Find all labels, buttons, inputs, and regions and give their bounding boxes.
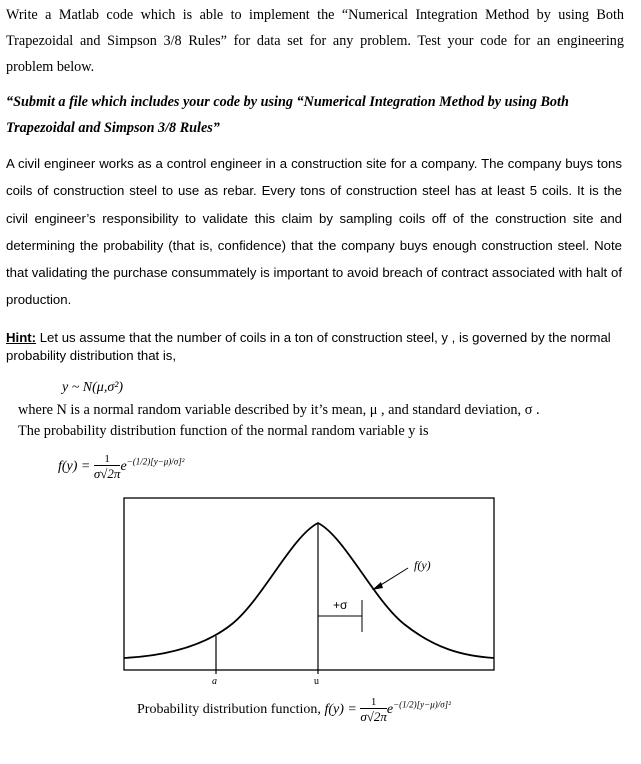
caption-lhs: f(y) = xyxy=(324,702,357,718)
intro-paragraph: Write a Matlab code which is able to implement the “Numerical Integration Method by using Both Trapezoidal and Simpson 3/8 Rules” for data set for any problem. Test your code for an engineering problem below. xyxy=(6,7,624,75)
pdf-formula xyxy=(58,453,184,481)
caption-fraction xyxy=(360,696,387,724)
figure-caption xyxy=(137,696,451,724)
sigma-label: +σ xyxy=(333,598,348,612)
caption-base: e xyxy=(386,702,394,718)
caption-exponent: −(1/2)[y−μ)/σ]² xyxy=(393,699,451,710)
formula-base: e xyxy=(120,459,127,475)
caption-numerator: 1 xyxy=(360,696,387,709)
formula-exponent: −(1/2)[y−μ)/σ]² xyxy=(126,456,185,467)
pdf-sentence: The probability distribution function of the normal random variable y is xyxy=(18,423,429,439)
caption-text: Probability distribution function, xyxy=(137,702,321,718)
problem-statement: A civil engineer works as a control engineer in a construction site for a company. The company buys tons coils of construction steel to use as rebar. Every tons of construction steel has at least 5 coils. It is the civil engineer’s responsibility to validate this claim by sampling coils off of the construction site and determining the probability (that is, confidence) that the company buys enough construction steel. Note that validating the purchase consummately is important to avoid breach of contract associated with halt of production. xyxy=(6,156,622,308)
caption-denominator: σ√2π xyxy=(360,709,387,724)
a-label: a xyxy=(212,676,217,686)
u-label: u xyxy=(314,676,319,686)
formula-denominator: σ√2π xyxy=(93,466,121,481)
arrow-head xyxy=(372,582,383,590)
figure-frame xyxy=(124,498,494,670)
bell-curve xyxy=(124,523,494,658)
formula-numerator: 1 xyxy=(94,453,121,466)
hint-text: Let us assume that the number of coils in a ton of construction steel, y , is governed by the normal probability distribution that is, xyxy=(6,330,611,363)
distribution-notation: y ~ N(μ,σ²) xyxy=(62,380,124,395)
hint-label: Hint: xyxy=(6,330,37,345)
where-sentence: where N is a normal random variable described by it’s mean, μ , and standard deviation, σ . xyxy=(18,402,540,418)
formula-lhs: f(y) = xyxy=(58,459,91,475)
hint-paragraph xyxy=(6,329,622,365)
formula-fraction xyxy=(94,453,121,481)
curve-label: f(y) xyxy=(414,558,431,572)
normal-distribution-figure xyxy=(122,496,497,686)
submit-instruction: “Submit a file which includes your code by using “Numerical Integration Method by using Both Trapezoidal and Simpson 3/8 Rules” xyxy=(6,94,569,136)
